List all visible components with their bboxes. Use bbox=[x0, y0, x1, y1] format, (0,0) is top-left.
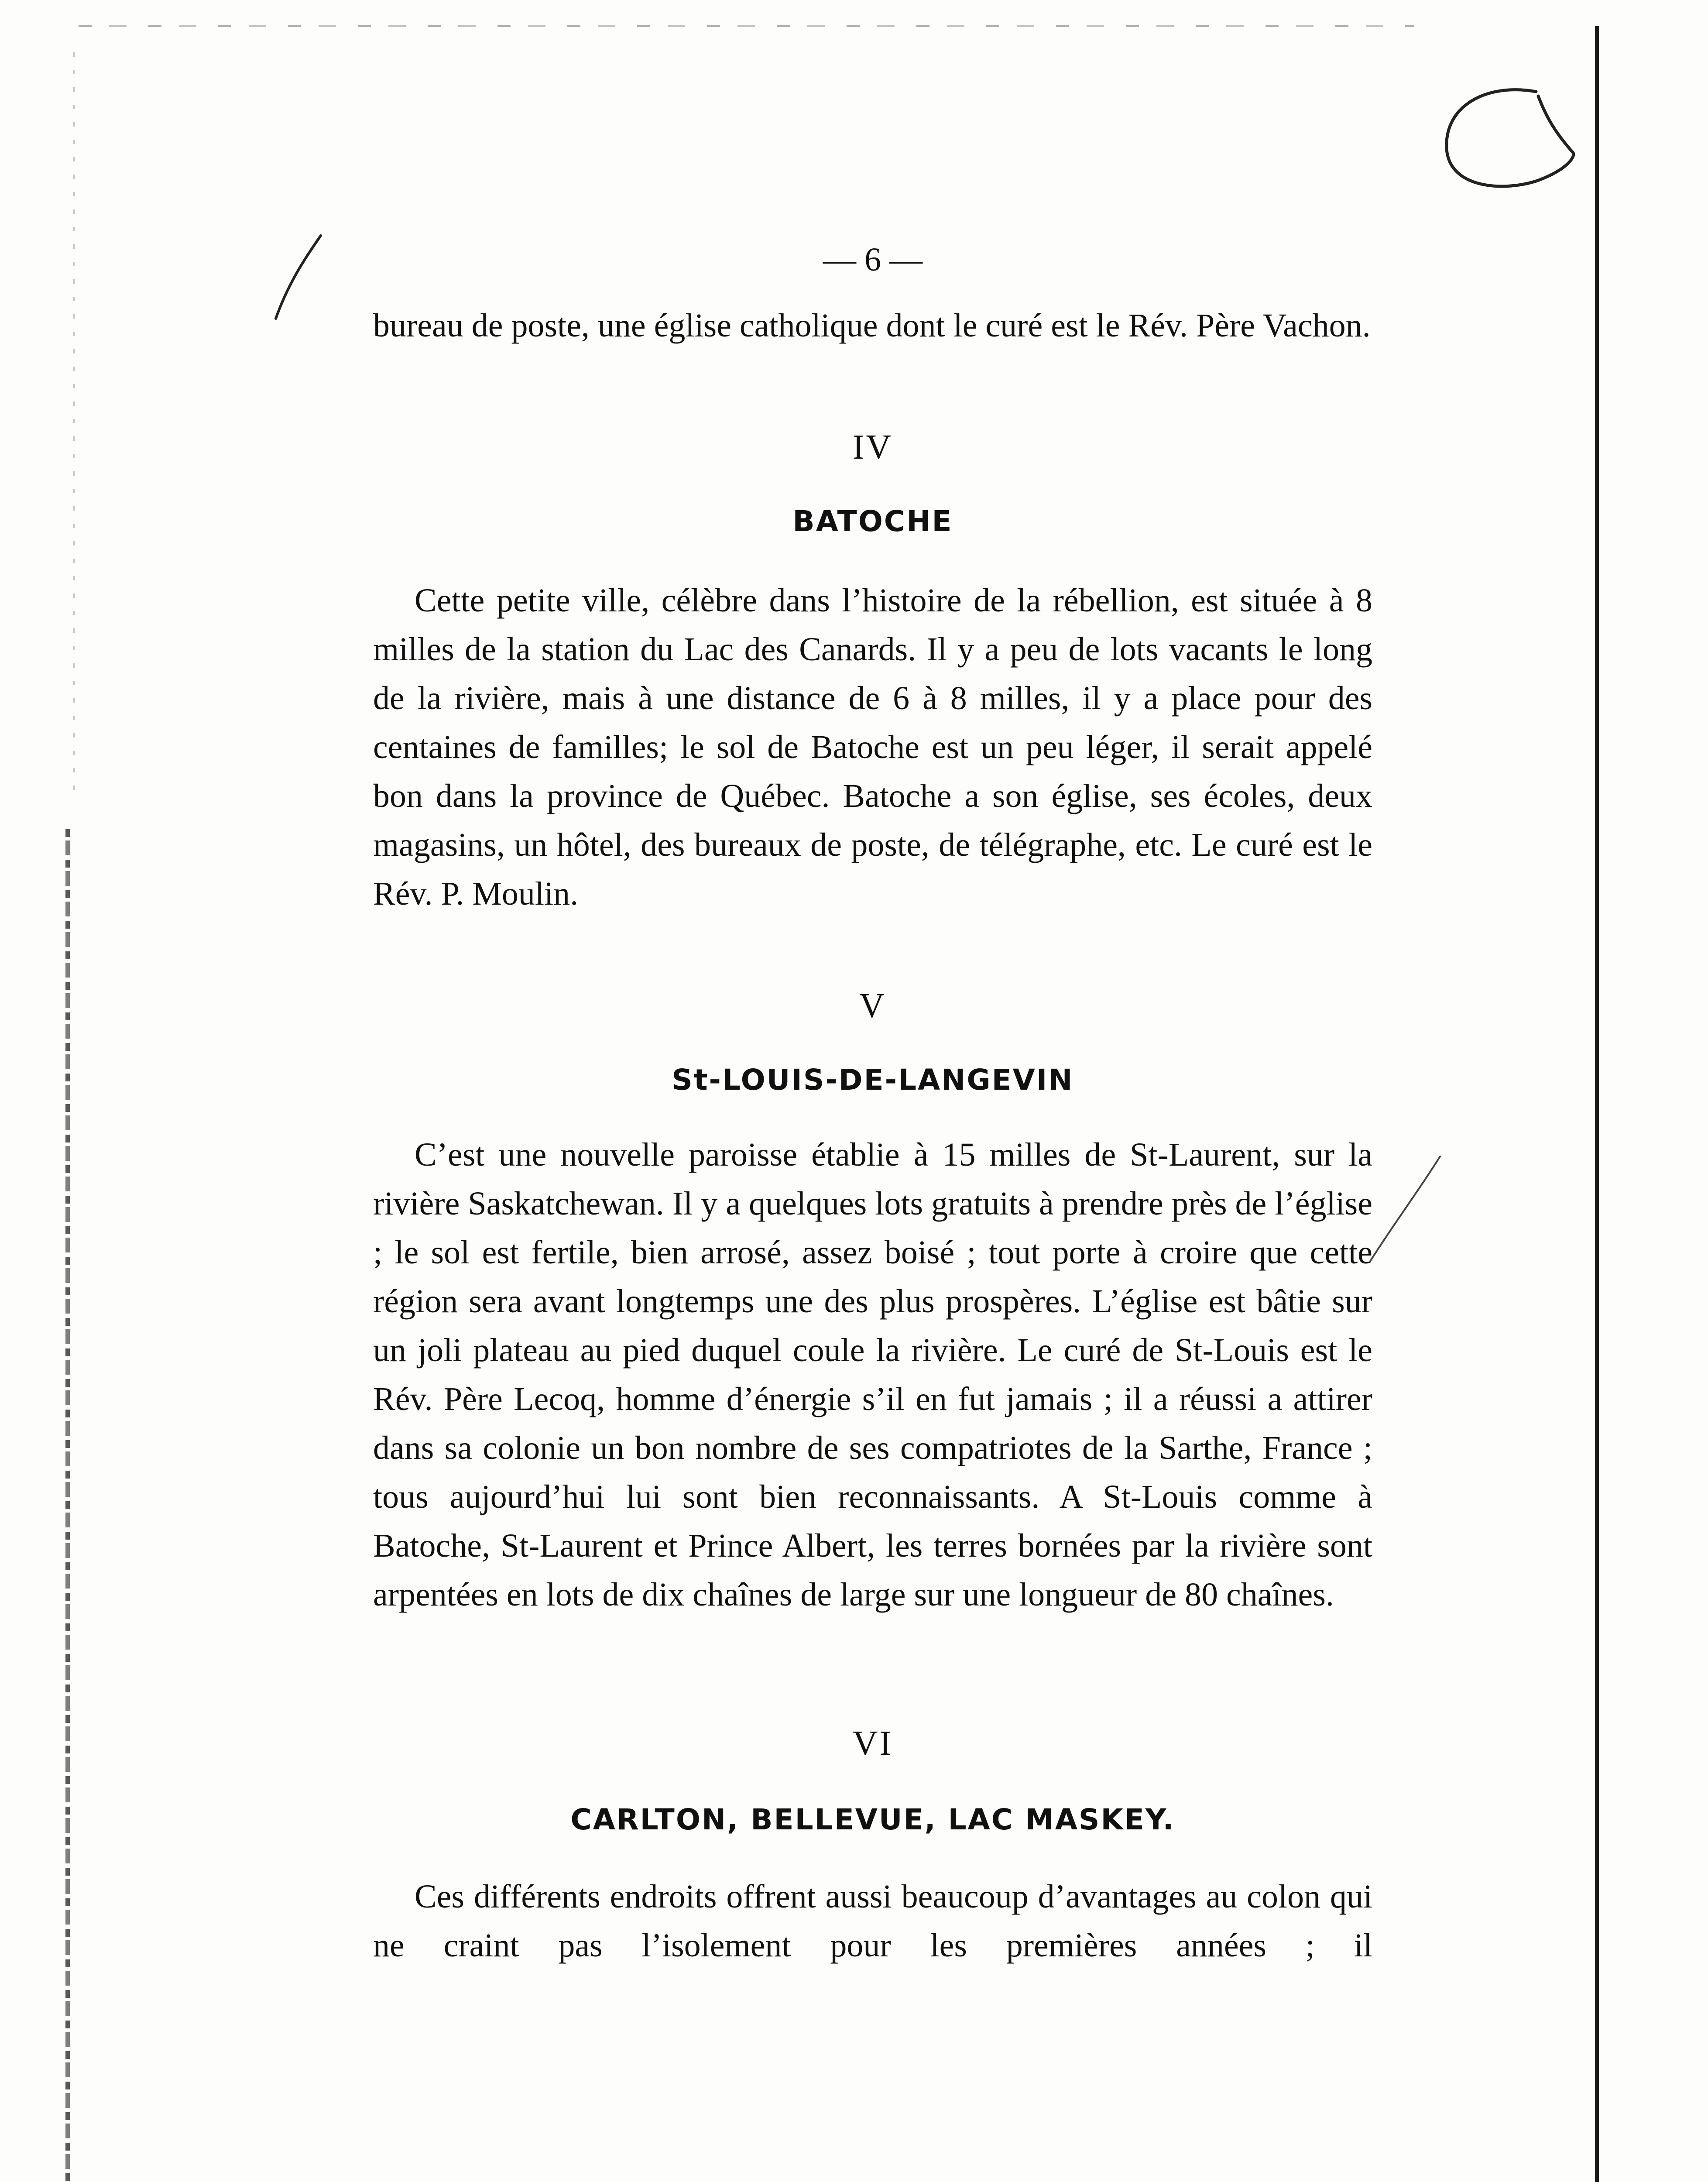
scan-right-border-line bbox=[1595, 26, 1599, 2182]
section-numeral-iv: IV bbox=[852, 428, 893, 467]
section-vi-body bbox=[373, 1872, 1372, 1970]
section-title-st-louis-de-langevin: St-LOUIS-DE-LANGEVIN bbox=[672, 1063, 1074, 1097]
section-vi-paragraph: Ces différents endroits offrent aussi beaucoup d’avantages au colon qui ne craint pas l’isolement pour les premières années ; il bbox=[373, 1878, 1372, 1964]
scan-left-edge-speckle bbox=[73, 52, 75, 794]
section-iv-paragraph: Cette petite ville, célèbre dans l’histoire de la rébellion, est située à 8 milles de la station du Lac des Canards. Il y a peu de lots vacants le long de la rivière, mais à une distance de 6 à 8 milles, il y a place pour des centaines de familles; le sol de Batoche est un peu léger, il serait appelé bon dans la province de Québec. Batoche a son église, ses écoles, deux magasins, un hôtel, des bureaux de poste, de télégraphe, etc. Le curé est le Rév. P. Moulin. bbox=[373, 582, 1372, 912]
page-number: — 6 — bbox=[823, 241, 923, 278]
opening-paragraph-block bbox=[373, 301, 1372, 350]
pencil-slash-mark bbox=[271, 231, 327, 332]
section-title-carlton-bellevue-lac-maskey: CARLTON, BELLEVUE, LAC MASKEY. bbox=[570, 1803, 1175, 1836]
section-v-paragraph: C’est une nouvelle paroisse établie à 15 milles de St-Laurent, sur la rivière Saskatchewan. Il y a quelques lots gratuits à prendre près de l’église ; le sol est fertile, bien arrosé, assez boisé ; tout porte à croire que cette région sera avant longtemps une des plus prospères. L’église est bâtie sur un joli plateau au pied duquel coule la rivière. Le curé de St-Louis est le Rév. Père Lecoq, homme d’énergie s’il en fut jamais ; il a réussi a attirer dans sa colonie un bon nombre de ses compatriotes de la Sarthe, France ; tous aujourd’hui lui sont bien reconnaissants. A St-Louis comme à Batoche, St-Laurent et Prince Albert, les terres bornées par la rivière sont arpentées en lots de dix chaînes de large sur une longueur de 80 chaînes. bbox=[373, 1136, 1372, 1613]
section-iv-body bbox=[373, 576, 1372, 918]
section-numeral-v: V bbox=[859, 987, 886, 1025]
section-numeral-vi: VI bbox=[852, 1724, 893, 1763]
pencil-margin-mark bbox=[1366, 1152, 1444, 1266]
section-title-batoche: BATOCHE bbox=[792, 504, 953, 538]
scan-top-edge bbox=[79, 25, 1414, 27]
opening-paragraph: bureau de poste, une église catholique dont le curé est le Rév. Père Vachon. bbox=[373, 307, 1371, 344]
section-v-body bbox=[373, 1130, 1372, 1619]
scan-left-binding-edge bbox=[65, 829, 70, 2182]
pencil-loop-mark bbox=[1436, 87, 1580, 196]
